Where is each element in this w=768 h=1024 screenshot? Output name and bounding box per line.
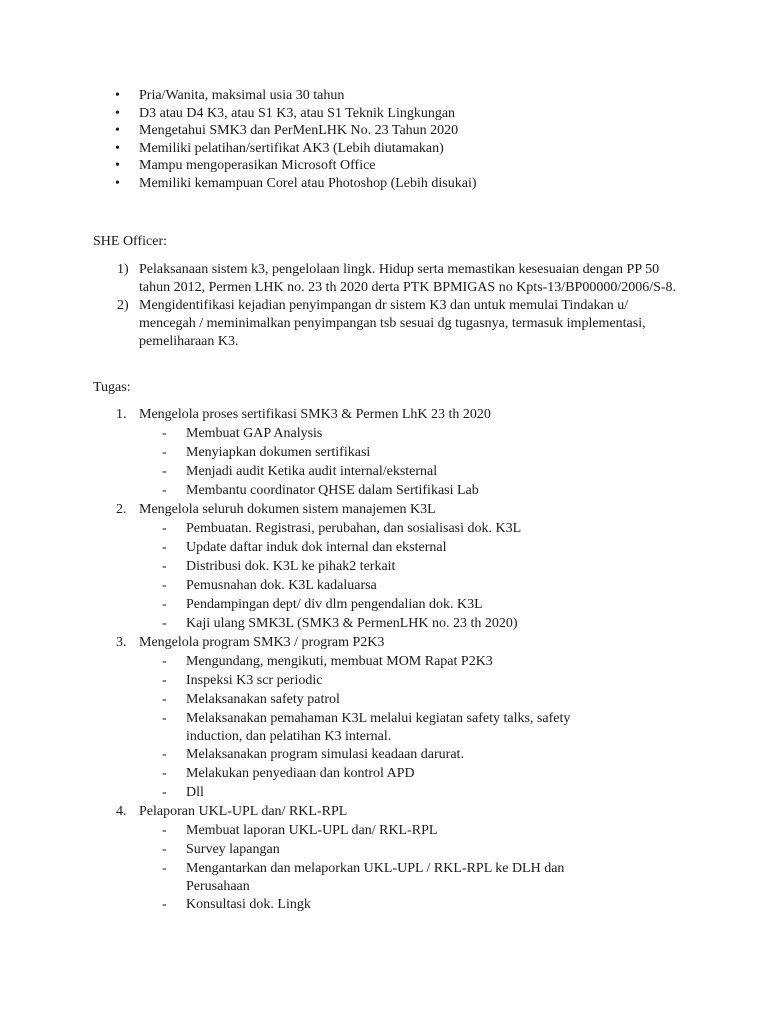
dash-icon: - [162,559,167,574]
bullet-icon: • [115,88,120,103]
subtask-text: Mengantarkan dan melaporkan UKL-UPL / RKL-RPL ke DLH dan Perusahaan [186,861,565,894]
dash-icon: - [162,597,167,612]
dash-icon: - [162,861,167,876]
subtask-item [0,425,626,444]
dash-icon: - [162,692,167,707]
requirement-text: Mengetahui SMK3 dan PerMenLHK No. 23 Tahun 2020 [139,123,459,138]
subtask-item [0,746,626,765]
task-item [0,634,626,803]
task-title-text: Pelaporan UKL-UPL dan/ RKL-RPL [139,804,348,819]
subtask-item [0,520,626,539]
subtask-text: Membuat laporan UKL-UPL dan/ RKL-RPL [186,823,438,838]
subtask-text: Melaksanakan program simulasi keadaan darurat. [186,747,464,762]
bullet-icon: • [115,123,120,138]
tugas-list [0,406,626,915]
dash-icon: - [162,842,167,857]
subtask-item [0,841,626,860]
dash-icon: - [162,483,167,498]
subtask-text: Kaji ulang SMK3L (SMK3 & PermenLHK no. 23 th 2020) [186,616,518,631]
subtask-text: Survey lapangan [186,842,280,857]
dash-icon: - [162,426,167,441]
dash-icon: - [162,897,167,912]
dash-icon: - [162,654,167,669]
dash-icon: - [162,766,167,781]
subtask-text: Update daftar induk dok internal dan eksternal [186,540,447,555]
subtask-text: Inspeksi K3 scr periodic [186,673,323,688]
subtask-item [0,710,626,746]
subtask-item [0,482,626,501]
dash-icon: - [162,823,167,838]
subtask-text: Pendampingan dept/ div dlm pengendalian dok. K3L [186,597,483,612]
task-title-text: Mengelola program SMK3 / program P2K3 [139,635,385,650]
subtask-item [0,672,626,691]
requirements-list [0,87,477,192]
bullet-icon: • [115,140,120,156]
list-item [0,105,477,123]
subtask-item [0,539,626,558]
subtask-text: Pembuatan. Registrasi, perubahan, dan sosialisasi dok. K3L [186,521,522,536]
dash-icon: - [162,521,167,536]
dash-icon: - [162,464,167,479]
she-officer-list [0,261,679,351]
subtask-item [0,653,626,672]
tugas-heading: Tugas: [93,380,131,395]
bullet-icon: • [115,158,120,173]
requirement-text: Mampu mengoperasikan Microsoft Office [139,158,376,173]
task-title-text: Mengelola proses sertifikasi SMK3 & Permen LhK 23 th 2020 [139,407,491,422]
item-text: Mengidentifikasi kejadian penyimpangan dr sistem K3 dan untuk memulai Tindakan u/ mencegah / meminimalkan penyimpangan tsb sesuai dg tugasnya, termasuk implementasi, pemeliharaan K3. [139,298,646,349]
list-item [0,297,679,351]
subtask-text: Membantu coordinator QHSE dalam Sertifikasi Lab [186,483,479,498]
subtask-text: Melaksanakan safety patrol [186,692,340,707]
item-text: Pelaksanaan sistem k3, pengelolaan lingk. Hidup serta memastikan kesesuaian dengan PP 50 tahun 2012, Permen LHK no. 23 th 2020 derta PTK BPMIGAS no Kpts-13/BP00000/2006/S-8. [139,262,677,295]
subtask-text: Menyiapkan dokumen sertifikasi [186,445,371,460]
dash-icon: - [162,747,167,762]
subtask-item [0,860,626,896]
task-item [0,803,626,915]
task-item [0,501,626,634]
dash-icon: - [162,540,167,555]
item-number: 1) [117,262,129,277]
dash-icon: - [162,445,167,460]
subtask-item [0,615,626,634]
subtask-list [0,520,626,634]
subtask-item [0,896,626,915]
task-number: 4. [116,804,127,819]
bullet-icon: • [115,175,120,191]
subtask-list [0,822,626,915]
dash-icon: - [162,578,167,593]
subtask-item [0,577,626,596]
task-number: 1. [116,407,127,422]
dash-icon: - [162,673,167,688]
task-title [0,803,626,822]
subtask-text: Konsultasi dok. Lingk [186,897,311,912]
task-title [0,406,626,425]
subtask-item [0,822,626,841]
subtask-item [0,765,626,784]
task-title [0,501,626,520]
requirement-text: Memiliki pelatihan/sertifikat AK3 (Lebih diutamakan) [139,140,444,156]
subtask-text: Dll [186,785,204,800]
task-item [0,406,626,501]
dash-icon: - [162,785,167,800]
requirement-text: Pria/Wanita, maksimal usia 30 tahun [139,88,345,103]
task-number: 2. [116,502,127,517]
list-item [0,157,477,175]
subtask-item [0,596,626,615]
dash-icon: - [162,711,167,726]
subtask-item [0,784,626,803]
subtask-item [0,444,626,463]
subtask-list [0,653,626,803]
dash-icon: - [162,616,167,631]
subtask-text: Menjadi audit Ketika audit internal/eksternal [186,464,438,479]
subtask-text: Distribusi dok. K3L ke pihak2 terkait [186,559,396,574]
she-officer-heading: SHE Officer: [93,234,167,249]
bullet-icon: • [115,105,120,121]
item-number: 2) [117,298,129,313]
subtask-text: Mengundang, mengikuti, membuat MOM Rapat P2K3 [186,654,493,669]
task-title [0,634,626,653]
list-item [0,122,477,140]
list-item [0,87,477,105]
task-number: 3. [116,635,127,650]
subtask-list [0,425,626,501]
subtask-text: Melakukan penyediaan dan kontrol APD [186,766,415,781]
subtask-text: Membuat GAP Analysis [186,426,323,441]
requirement-text: D3 atau D4 K3, atau S1 K3, atau S1 Teknik Lingkungan [139,105,456,121]
task-title-text: Mengelola seluruh dokumen sistem manajemen K3L [139,502,436,517]
subtask-item [0,558,626,577]
list-item [0,261,679,297]
list-item [0,175,477,193]
list-item [0,140,477,158]
requirement-text: Memiliki kemampuan Corel atau Photoshop (Lebih disukai) [139,175,477,191]
subtask-text: Melaksanakan pemahaman K3L melalui kegiatan safety talks, safety induction, dan pelatihan K3 internal. [186,711,571,744]
subtask-item [0,691,626,710]
subtask-item [0,463,626,482]
subtask-text: Pemusnahan dok. K3L kadaluarsa [186,578,377,593]
